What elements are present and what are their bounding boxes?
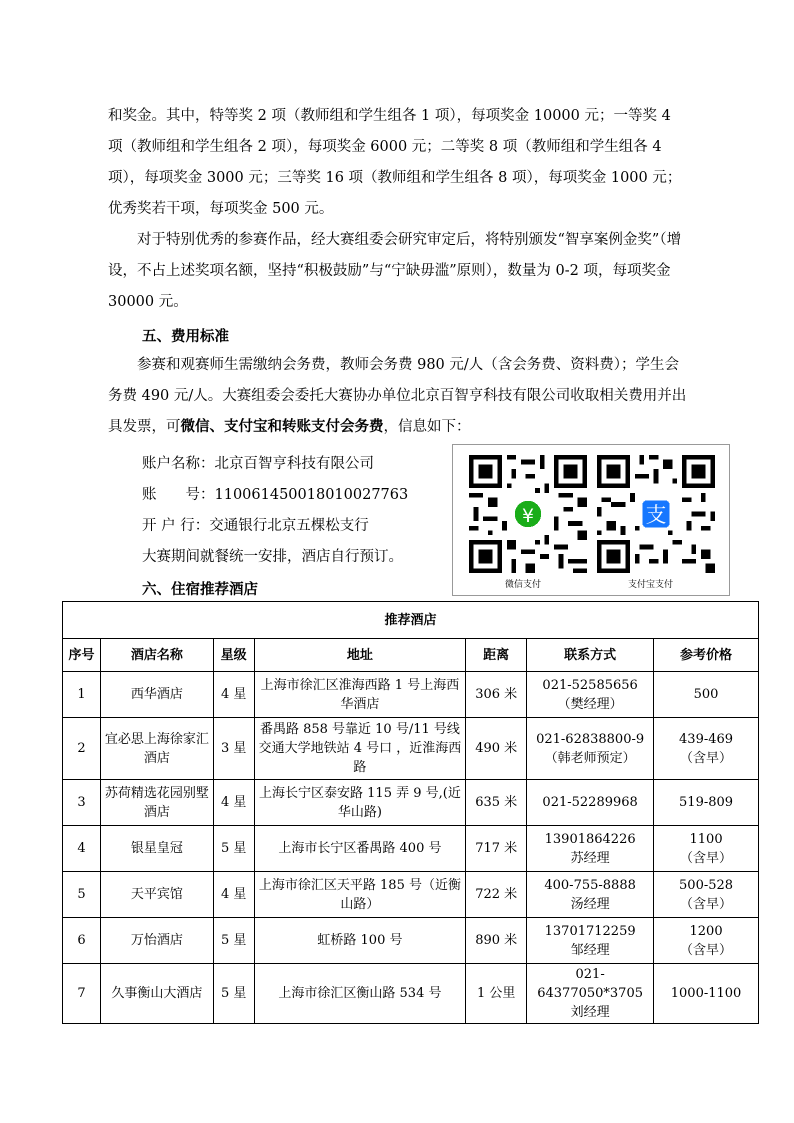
wechat-qr-code — [469, 455, 587, 573]
cell-index: 4 — [63, 826, 101, 872]
cell-price: 439-469 （含早） — [654, 718, 759, 780]
cell-contact: 021-52585656 （樊经理） — [527, 672, 654, 718]
table-row — [63, 826, 759, 872]
hotel-table — [62, 601, 759, 1024]
account-number: 账 号：110061450018010027763 — [142, 487, 409, 503]
cell-index: 3 — [63, 780, 101, 826]
cell-price: 500 — [654, 672, 759, 718]
cell-hotel-name: 万怡酒店 — [100, 918, 213, 964]
cell-distance: 890 米 — [466, 918, 527, 964]
cell-address: 上海市徐汇区衡山路 534 号 — [254, 964, 466, 1024]
fee-paragraph — [108, 350, 688, 443]
cell-address: 上海市长宁区番禺路 400 号 — [254, 826, 466, 872]
cell-price: 519-809 — [654, 780, 759, 826]
cell-stars: 5 星 — [213, 826, 254, 872]
cell-hotel-name: 苏荷精选花园别墅酒店 — [100, 780, 213, 826]
fee-text-end: ，信息如下： — [383, 419, 471, 435]
cell-stars: 3 星 — [213, 718, 254, 780]
cell-index: 7 — [63, 964, 101, 1024]
cell-stars: 5 星 — [213, 918, 254, 964]
meals-note: 大赛期间就餐统一安排，酒店自行预订。 — [142, 549, 403, 565]
account-name: 账户名称：北京百智亨科技有限公司 — [142, 456, 374, 472]
cell-distance: 1 公里 — [466, 964, 527, 1024]
cell-index: 6 — [63, 918, 101, 964]
header-contact: 联系方式 — [527, 639, 654, 672]
bank-name: 开 户 行：交通银行北京五棵松支行 — [142, 518, 369, 534]
cell-stars: 5 星 — [213, 964, 254, 1024]
cell-stars: 4 星 — [213, 872, 254, 918]
table-row — [63, 672, 759, 718]
hotel-table-body — [63, 672, 759, 1024]
header-price: 参考价格 — [654, 639, 759, 672]
payment-methods-text: 微信、支付宝和转账支付会务费 — [180, 419, 384, 435]
cell-contact: 13701712259 邹经理 — [527, 918, 654, 964]
wechat-pay-label: 微信支付 — [505, 580, 542, 590]
table-row — [63, 964, 759, 1024]
header-index: 序号 — [63, 639, 101, 672]
awards-paragraph-block — [108, 101, 688, 318]
hotel-table-title: 推荐酒店 — [63, 602, 759, 639]
fee-paragraph-block — [108, 350, 688, 443]
header-hotel-name: 酒店名称 — [100, 639, 213, 672]
cell-distance: 717 米 — [466, 826, 527, 872]
table-row — [63, 780, 759, 826]
table-row — [63, 718, 759, 780]
header-distance: 距离 — [466, 639, 527, 672]
cell-price: 1100 （含早） — [654, 826, 759, 872]
awards-paragraph: 和奖金。其中，特等奖 2 项（教师组和学生组各 1 项），每项奖金 10000 元；一等奖 4 项（教师组和学生组各 2 项），每项奖金 6000 元；二等奖 8 项（教师组和学生组各 4 项），每项奖金 3000 元；三等奖 16 项（教师组和学生组各 8 项），每项奖金 1000 元；优秀奖若干项，每项奖金 500 元。 — [108, 108, 682, 217]
alipay-pay-label: 支付宝支付 — [628, 580, 674, 590]
cell-index: 2 — [63, 718, 101, 780]
cell-price: 1200 （含早） — [654, 918, 759, 964]
cell-address: 番禺路 858 号靠近 10 号/11 号线交通大学地铁站 4 号口 ，近淮海西路 — [254, 718, 466, 780]
section5-heading: 五、费用标准 — [142, 329, 229, 345]
cell-address: 虹桥路 100 号 — [254, 918, 466, 964]
svg-text:¥: ¥ — [522, 505, 534, 528]
payment-qr-panel — [452, 444, 730, 596]
cell-distance: 490 米 — [466, 718, 527, 780]
cell-contact: 13901864226 苏经理 — [527, 826, 654, 872]
cell-contact: 021-62838800-9 （韩老师预定） — [527, 718, 654, 780]
cell-address: 上海市徐汇区天平路 185 号（近衡山路） — [254, 872, 466, 918]
cell-contact: 021-64377050*3705 刘经理 — [527, 964, 654, 1024]
cell-hotel-name: 银星皇冠 — [100, 826, 213, 872]
cell-hotel-name: 宜必思上海徐家汇酒店 — [100, 718, 213, 780]
cell-stars: 4 星 — [213, 780, 254, 826]
cell-distance: 635 米 — [466, 780, 527, 826]
cell-address: 上海市徐汇区淮海西路 1 号上海西华酒店 — [254, 672, 466, 718]
cell-contact: 400-755-8888 汤经理 — [527, 872, 654, 918]
header-address: 地址 — [254, 639, 466, 672]
cell-index: 5 — [63, 872, 101, 918]
table-row — [63, 872, 759, 918]
cell-distance: 306 米 — [466, 672, 527, 718]
cell-price: 500-528 （含早） — [654, 872, 759, 918]
cell-distance: 722 米 — [466, 872, 527, 918]
cell-hotel-name: 天平宾馆 — [100, 872, 213, 918]
cell-index: 1 — [63, 672, 101, 718]
svg-text:支: 支 — [645, 503, 667, 528]
section6-heading: 六、住宿推荐酒店 — [142, 582, 258, 598]
cell-hotel-name: 久事衡山大酒店 — [100, 964, 213, 1024]
table-row — [63, 918, 759, 964]
cell-price: 1000-1100 — [654, 964, 759, 1024]
alipay-qr-code — [597, 455, 715, 573]
gold-award-paragraph: 对于特别优秀的参赛作品，经大赛组委会研究审定后，将特别颁发“智享案例金奖”（增设，不占上述奖项名额，坚持“积极鼓励”与“宁缺毋滥”原则），数量为 0-2 项，每项奖金 30000 元。 — [108, 232, 682, 310]
cell-hotel-name: 西华酒店 — [100, 672, 213, 718]
cell-stars: 4 星 — [213, 672, 254, 718]
cell-address: 上海长宁区泰安路 115 弄 9 号,(近华山路) — [254, 780, 466, 826]
cell-contact: 021-52289968 — [527, 780, 654, 826]
bank-info — [142, 449, 408, 573]
fee-text: 参赛和观赛师生需缴纳会务费，教师会务费 980 元/人（含会务费、资料费）；学生会务费 490 元/人。大赛组委会委托大赛协办单位北京百智亨科技有限公司收取相关费用并出具发票，可 — [108, 357, 687, 435]
header-stars: 星级 — [213, 639, 254, 672]
